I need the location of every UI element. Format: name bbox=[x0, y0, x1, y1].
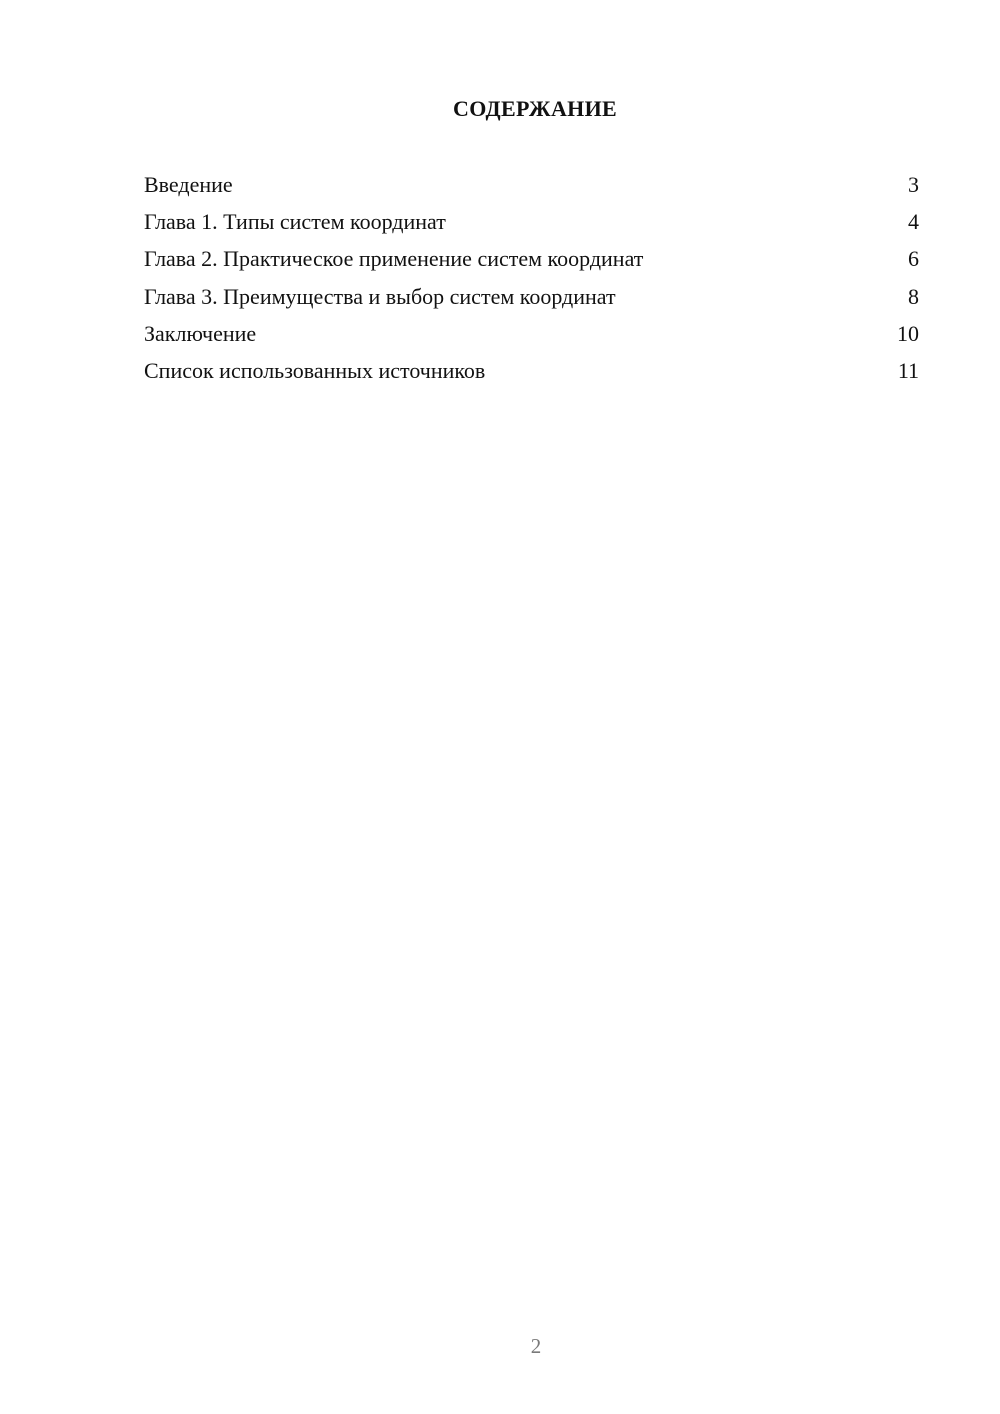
toc-entry bbox=[144, 356, 919, 393]
toc-entry bbox=[144, 207, 919, 244]
toc-entry-page: 6 bbox=[908, 246, 919, 272]
toc-entry bbox=[144, 244, 919, 281]
page-number: 2 bbox=[530, 1334, 542, 1358]
toc-entry bbox=[144, 282, 919, 319]
page-title: СОДЕРЖАНИЕ bbox=[453, 96, 617, 121]
toc-entry bbox=[144, 319, 919, 356]
toc-entry-page: 3 bbox=[908, 172, 919, 197]
toc-entry-label: Список использованных источников bbox=[144, 357, 486, 383]
toc-entry bbox=[144, 170, 919, 207]
toc-entry-label: Глава 2. Практическое применение систем координат bbox=[144, 246, 644, 272]
toc-entry-label: Введение bbox=[144, 172, 233, 197]
toc-entry-page: 10 bbox=[897, 320, 919, 346]
toc-entry-label: Заключение bbox=[144, 320, 257, 346]
toc-entry-label: Глава 3. Преимущества и выбор систем координат bbox=[144, 283, 616, 309]
toc-entry-page: 4 bbox=[908, 209, 919, 235]
toc-entry-label: Глава 1. Типы систем координат bbox=[144, 209, 446, 235]
toc-entry-page: 8 bbox=[908, 283, 919, 309]
table-of-contents bbox=[144, 170, 919, 393]
toc-entry-page: 11 bbox=[897, 357, 919, 383]
